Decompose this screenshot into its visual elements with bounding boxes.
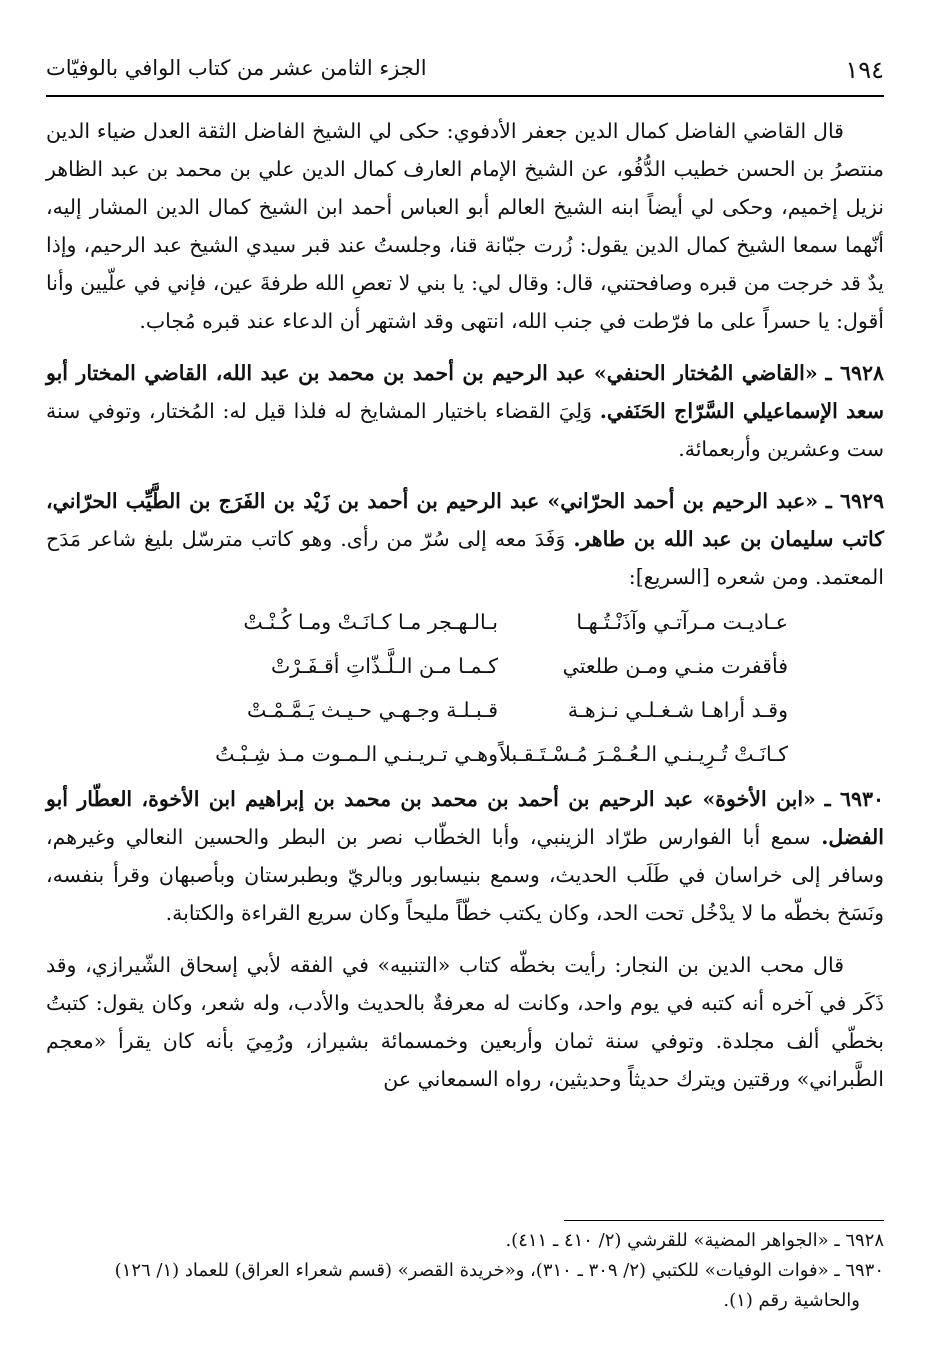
verse-first-hemistich: كـانَـتْ تُـرِيـنـي الـعُـمْـرَ مُـسْـتَـقـبلاً <box>499 742 788 766</box>
entry-number: ٦٩٢٨ ـ <box>825 361 884 385</box>
page-number: ١٩٤ <box>845 56 884 84</box>
poem <box>46 600 884 776</box>
running-title: الجزء الثامن عشر من كتاب الوافي بالوفيّات <box>46 56 427 80</box>
entry-6928 <box>46 354 884 468</box>
entry-text: سمع أبا الفوارس طرّاد الزينبي، وأبا الخطّاب نصر بن البطر والحسين النعالي وغيرهم، وسافر إلى خراسان في طَلَب الحديث، وسمع بنيسابور وبالريّ وبطبرستان وبأصبهان وقرأ بنفسه، ونَسَخ بخطّه ما لا يدْخُل تحت الحد، وكان يكتب خطّاً مليحاً وكان سريع القراءة والكتابة. <box>46 825 884 925</box>
entry-name: «القاضي المُختار الحنفي» عبد الرحيم بن أحمد بن محمد بن عبد الله، القاضي المختار أبو سعد الإسماعيلي السَّرّاج الحَنَفي. <box>46 361 884 423</box>
verse-second-hemistich: قـبـلـة وجـهـي حـيـث يَـمَّـمْـتْ <box>246 698 498 722</box>
poem-verse <box>46 732 884 776</box>
entry-6929 <box>46 482 884 596</box>
entry-text: وَلِيَ القضاء باختيار المشايخ له فلذا قيل له: المُختار، وتوفي سنة ست وعشرين وأربعمائة. <box>46 399 884 461</box>
poem-verse <box>46 688 884 732</box>
footnote-6928: ٦٩٢٨ ـ «الجواهر المضية» للقرشي (٢/ ٤١٠ ـ ٤١١). <box>505 1230 884 1251</box>
page-header <box>46 48 884 88</box>
main-text <box>46 112 884 1098</box>
footnote-rule <box>564 1220 884 1221</box>
verse-first-hemistich: فأقفرت منـي ومـن طلعتي <box>562 654 788 678</box>
verse-first-hemistich: وقـد أراهـا شـغـلـي نـزهـة <box>567 698 788 722</box>
verse-second-hemistich: وهـي تـريـنـي الـمـوت مـذ شِـبْـتُ <box>215 742 498 766</box>
entry-text: وَفَدَ معه إلى سُرّ من رأى. وهو كاتب مترسّل بليغ شاعر مَدَح المعتمد. ومن شعره [السريع]: <box>46 527 884 589</box>
verse-first-hemistich: عـاديـت مـرآتـي وآذَنْـتُـهـا <box>576 610 788 634</box>
footnote-6930: ٦٩٣٠ ـ «فوات الوفيات» للكتبي (٢/ ٣٠٩ ـ ٣١٠)، و«خريدة القصر» (قسم شعراء العراق) للعماد (١/ ١٢٦) <box>114 1260 884 1281</box>
footnotes <box>44 1226 884 1316</box>
entry-number: ٦٩٣٠ ـ <box>824 787 884 811</box>
entry-number: ٦٩٢٩ ـ <box>825 489 884 513</box>
verse-second-hemistich: كـمـا مـن الـلَّـذّاتِ أقـفَـرْتْ <box>271 654 498 678</box>
footnote-6930-continuation: والحاشية رقم (١). <box>723 1290 860 1311</box>
header-rule <box>46 95 884 97</box>
entry-name: «ابن الأخوة» عبد الرحيم بن أحمد بن محمد بن محمد بن إبراهيم ابن الأخوة، العطّار أبو الفضل. <box>46 787 884 849</box>
poem-verse <box>46 600 884 644</box>
entry-name: «عبد الرحيم بن أحمد الحرّاني» عبد الرحيم بن أحمد بن زَيْد بن الفَرَج بن الطَّيِّب الحرّاني، كاتب سليمان بن عبد الله بن طاهر. <box>46 489 884 551</box>
intro-paragraph: قال القاضي الفاضل كمال الدين جعفر الأدفوي: حكى لي الشيخ الفاضل الثقة العدل ضياء الدين منتصرُ بن الحسن خطيب الدُّفُو، عن الشيخ الإمام العارف كمال الدين علي بن محمد بن عبد الظاهر نزيل إخميم، وحكى لي أيضاً ابنه الشيخ العالم أبو العباس أحمد ابن الشيخ كمال الدين المشار إليه، أنّهما سمعا الشيخ كمال الدين يقول: زُرت جبّانة قنا، وجلستُ عند قبر سيدي الشيخ عبد الرحيم، وإذا يدٌ قد خرجت من قبره وصافحتني، قال: وقال لي: يا بني لا تعصِ الله طرفةَ عين، فإني في علّيين وأنا أقول: يا حسراً على ما فرّطت في جنب الله، انتهى وقد اشتهر أن الدعاء عند قبره مُجاب. <box>46 119 884 333</box>
verse-second-hemistich: بـالـهـجر مـا كـانَـتْ ومـا كُـنْـتْ <box>243 610 498 634</box>
poem-verse <box>46 644 884 688</box>
entry-6930 <box>46 780 884 932</box>
najjar-paragraph: قال محب الدين بن النجار: رأيت بخطّه كتاب «التنبيه» في الفقه لأبي إسحاق الشّيرازي، وقد ذَكَر في آخره أنه كتبه في يوم واحد، وكانت له معرفةٌ بالحديث والأدب، وله شعر، وكان يقول: كتبتُ بخطّي ألف مجلدة. وتوفي سنة ثمان وأربعين وخمسمائة بشيراز، ورُمِيَ بأنه كان يقرأ «معجم الطَّبراني» ورقتين ويترك حديثاً وحديثين، رواه السمعاني عن <box>46 953 884 1091</box>
